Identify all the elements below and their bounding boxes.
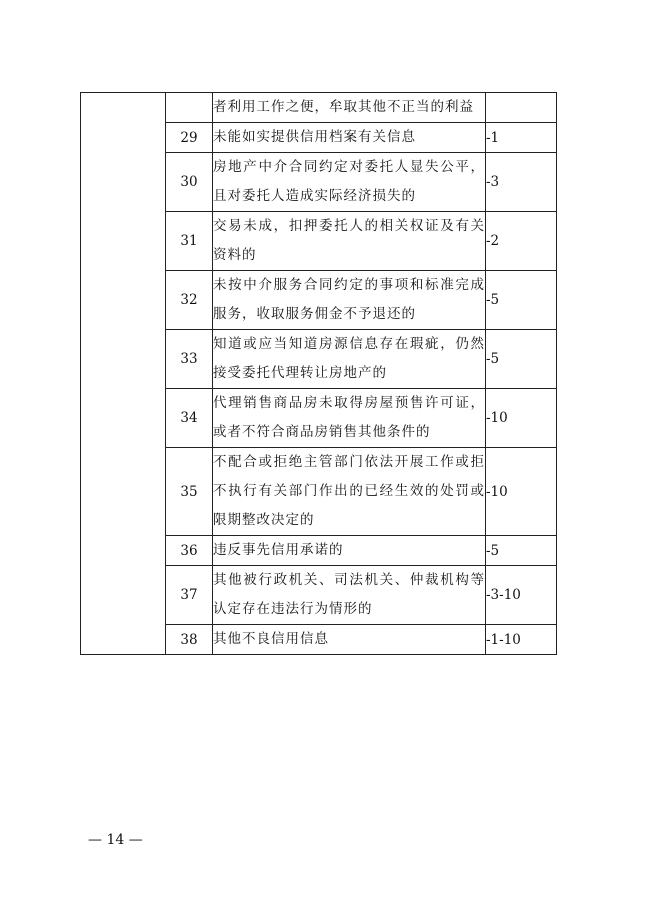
table-row (81, 93, 557, 123)
item-description-cell: 代理销售商品房未取得房屋预售许可证，或者不符合商品房销售其他条件的 (213, 389, 486, 448)
score-cell: -3 (486, 153, 557, 212)
row-number-cell: 33 (166, 330, 213, 389)
score-cell: -1-10 (486, 625, 557, 655)
page-number: — 14 — (88, 832, 143, 848)
score-cell: -10 (486, 389, 557, 448)
item-description-cell: 房地产中介合同约定对委托人显失公平，且对委托人造成实际经济损失的 (213, 153, 486, 212)
score-cell: -5 (486, 330, 557, 389)
row-number-cell: 38 (166, 625, 213, 655)
row-number-cell: 31 (166, 212, 213, 271)
item-description-cell: 违反事先信用承诺的 (213, 536, 486, 566)
category-cell (81, 93, 166, 655)
item-description-cell: 者利用工作之便，牟取其他不正当的利益 (213, 93, 486, 123)
row-number-cell: 36 (166, 536, 213, 566)
item-description-cell: 知道或应当知道房源信息存在瑕疵，仍然接受委托代理转让房地产的 (213, 330, 486, 389)
item-description-cell: 不配合或拒绝主管部门依法开展工作或拒不执行有关部门作出的已经生效的处罚或限期整改决定的 (213, 448, 486, 536)
table-body (81, 93, 557, 655)
row-number-cell: 34 (166, 389, 213, 448)
row-number-cell: 29 (166, 123, 213, 153)
row-number-cell: 30 (166, 153, 213, 212)
row-number-cell: 35 (166, 448, 213, 536)
score-cell: -10 (486, 448, 557, 536)
score-cell (486, 93, 557, 123)
credit-score-table (80, 92, 557, 655)
item-description-cell: 其他不良信用信息 (213, 625, 486, 655)
score-cell: -5 (486, 271, 557, 330)
row-number-cell: 32 (166, 271, 213, 330)
score-cell: -1 (486, 123, 557, 153)
item-description-cell: 交易未成，扣押委托人的相关权证及有关资料的 (213, 212, 486, 271)
item-description-cell: 未按中介服务合同约定的事项和标准完成服务，收取服务佣金不予退还的 (213, 271, 486, 330)
score-cell: -2 (486, 212, 557, 271)
item-description-cell: 其他被行政机关、司法机关、仲裁机构等认定存在违法行为情形的 (213, 566, 486, 625)
score-cell: -5 (486, 536, 557, 566)
row-number-cell: 37 (166, 566, 213, 625)
item-description-cell: 未能如实提供信用档案有关信息 (213, 123, 486, 153)
row-number-cell (166, 93, 213, 123)
score-cell: -3-10 (486, 566, 557, 625)
